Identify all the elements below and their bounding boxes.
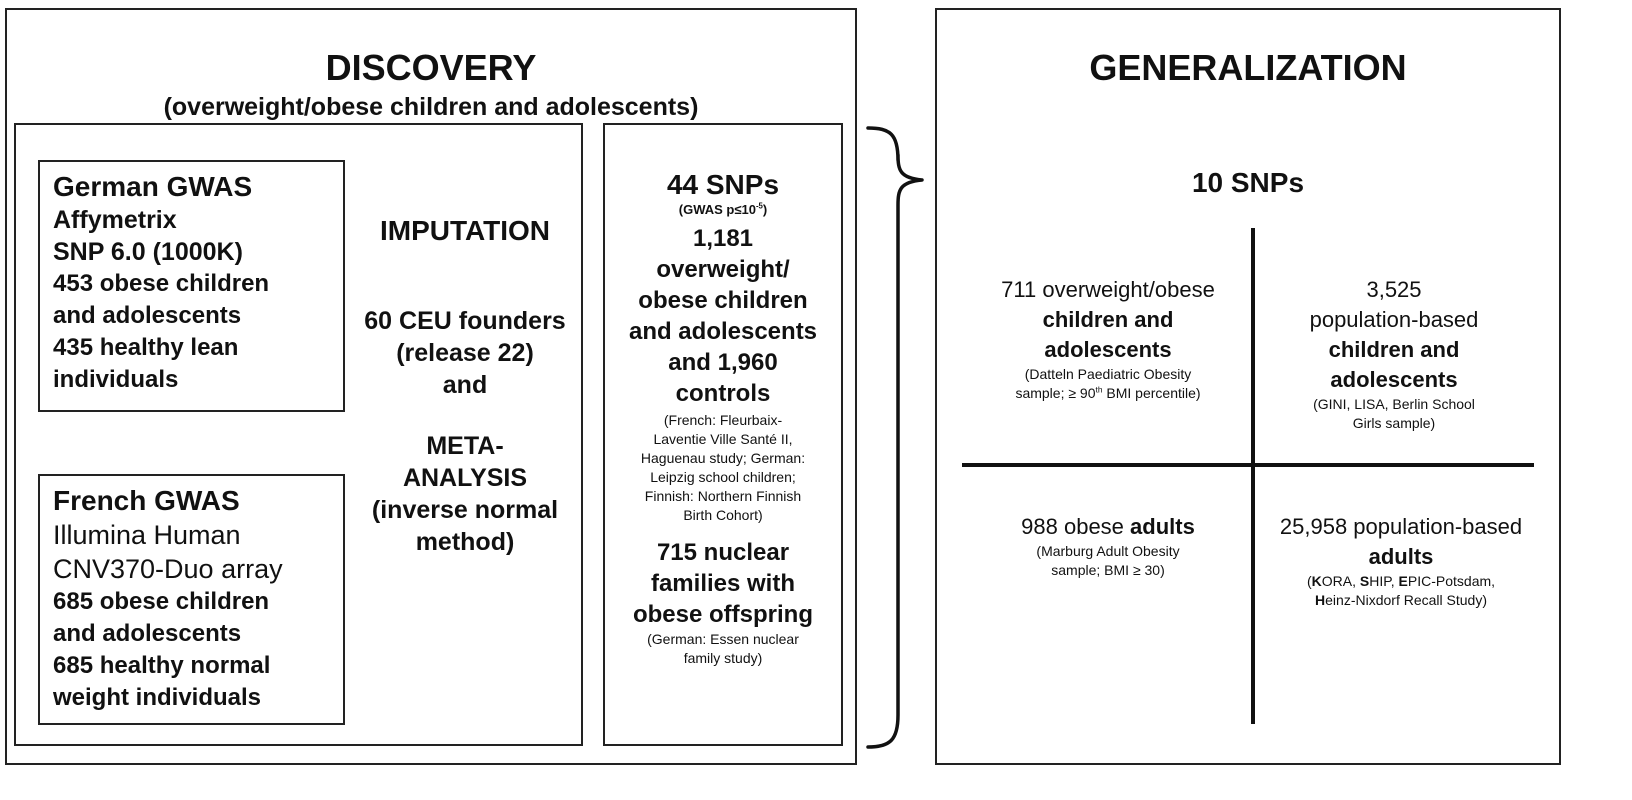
german-gwas-chip-2: SNP 6.0 (1000K) [53,238,243,266]
replication-cases-5: and 1,960 [668,349,778,376]
tl-note-1: (Datteln Paediatric Obesity [1024,366,1192,382]
french-gwas-controls-2: weight individuals [53,684,262,711]
br-note-1 [1254,572,1548,591]
family-study-line-1: (German: Essen nuclear [647,631,799,647]
bl-line-1-pre: 988 obese [1021,514,1131,539]
br-note-1-b: ORA, [1321,573,1360,589]
meta-line-2: ANALYSIS [402,464,528,492]
quadrant-top-left [962,275,1254,403]
br-bold-1: adults [1368,544,1434,569]
replication-snps: 44 SNPs [666,169,780,200]
tl-line-1: 711 overweight/obese [1001,277,1215,302]
generalization-title: GENERALIZATION [1089,47,1407,88]
replication-cases-6: controls [675,380,771,407]
replication-studies [605,411,841,525]
imputation-line-2: (release 22) [396,339,534,367]
studies-line-5: Finnish: Northern Finnish [644,488,802,504]
quadrant-bottom-right [1254,512,1548,610]
french-gwas-cases-2: and adolescents [53,620,242,647]
german-gwas-controls-1: 435 healthy lean [53,334,239,361]
tr-line-2: population-based [1309,307,1479,332]
replication-cases-3: obese children [638,287,808,314]
tl-bold-2: adolescents [1044,337,1172,362]
discovery-title: DISCOVERY [325,47,537,88]
threshold-text: (GWAS p≤10 [678,202,756,217]
german-gwas-box [38,160,345,412]
imputation-title: IMPUTATION [379,215,551,246]
tl-note-2-pre: sample; ≥ 90 [1015,385,1096,401]
family-study [605,630,841,668]
replication-cases-1: 1,181 [692,225,754,252]
french-gwas-controls-1: 685 healthy normal [53,652,271,679]
french-gwas-title: French GWAS [53,485,240,516]
quadrant-top-right [1254,275,1534,433]
families-line-2: families with [650,570,796,597]
german-gwas-chip-1: Affymetrix [53,206,177,234]
imputation-line-3: and [442,371,488,399]
french-gwas-chip-2: CNV370-Duo array [53,554,283,584]
br-line-1: 25,958 population-based [1279,514,1523,539]
br-note-1-S: S [1359,573,1370,589]
tl-note-2-post: BMI percentile) [1102,385,1201,401]
tl-note-2-sup: th [1095,384,1103,395]
tr-bold-1: children and [1328,337,1460,362]
bl-note-2: sample; BMI ≥ 30) [1051,562,1165,578]
br-note-1-K: K [1311,573,1322,589]
meta-line-4: method) [415,528,515,556]
tr-line-1: 3,525 [1366,277,1422,302]
generalization-snps: 10 SNPs [1191,167,1305,198]
tl-note-2 [962,384,1254,403]
studies-line-6: Birth Cohort) [683,507,763,523]
studies-line-1: (French: Fleurbaix- [663,412,783,428]
replication-families [605,537,841,630]
br-note-1-a: ( [1306,573,1312,589]
threshold-exponent: -5 [755,201,763,211]
replication-cases-2: overweight/ [656,256,790,283]
br-note-1-d: PIC-Potsdam, [1407,573,1496,589]
imputation-details [350,305,580,401]
german-gwas-cases-2: and adolescents [53,302,242,329]
br-note-2-H: H [1315,592,1326,608]
tr-note-2: Girls sample) [1352,415,1436,431]
replication-threshold [605,201,841,219]
german-gwas-title: German GWAS [53,171,253,202]
tl-bold-1: children and [1042,307,1174,332]
meta-line-1: META- [426,432,504,460]
german-gwas-cases-1: 453 obese children [53,270,270,297]
studies-line-4: Leipzig school children; [650,469,796,485]
meta-line-3: (inverse normal [371,496,559,524]
quadrant-divider-horizontal [962,463,1534,467]
bl-note-1: (Marburg Adult Obesity [1036,543,1180,559]
br-note-2 [1254,591,1548,610]
french-gwas-chip-1: Illumina Human [53,520,241,550]
studies-line-2: Laventie Ville Santé II, [653,431,793,447]
family-study-line-2: family study) [683,650,763,666]
br-note-1-c: HIP, [1369,573,1399,589]
replication-box [603,123,843,746]
quadrant-bottom-left [962,512,1254,580]
tr-bold-2: adolescents [1330,367,1458,392]
threshold-close: ) [762,202,768,217]
french-gwas-cases-1: 685 obese children [53,588,270,615]
bl-line-1-bold: adults [1130,514,1195,539]
german-gwas-controls-2: individuals [53,366,179,393]
bl-line-1 [962,512,1254,542]
french-gwas-box [38,474,345,725]
imputation-line-1: 60 CEU founders [364,307,566,335]
families-line-3: obese offspring [632,601,813,628]
replication-cases-4: and adolescents [628,318,818,345]
meta-analysis [350,430,580,558]
br-note-2-rest: einz-Nixdorf Recall Study) [1325,592,1487,608]
curly-brace-icon [860,120,930,755]
discovery-subtitle: (overweight/obese children and adolescents) [163,93,699,121]
tr-note-1: (GINI, LISA, Berlin School [1313,396,1475,412]
studies-line-3: Haguenau study; German: [640,450,806,466]
br-note-1-E: E [1398,573,1408,589]
families-line-1: 715 nuclear [656,539,790,566]
